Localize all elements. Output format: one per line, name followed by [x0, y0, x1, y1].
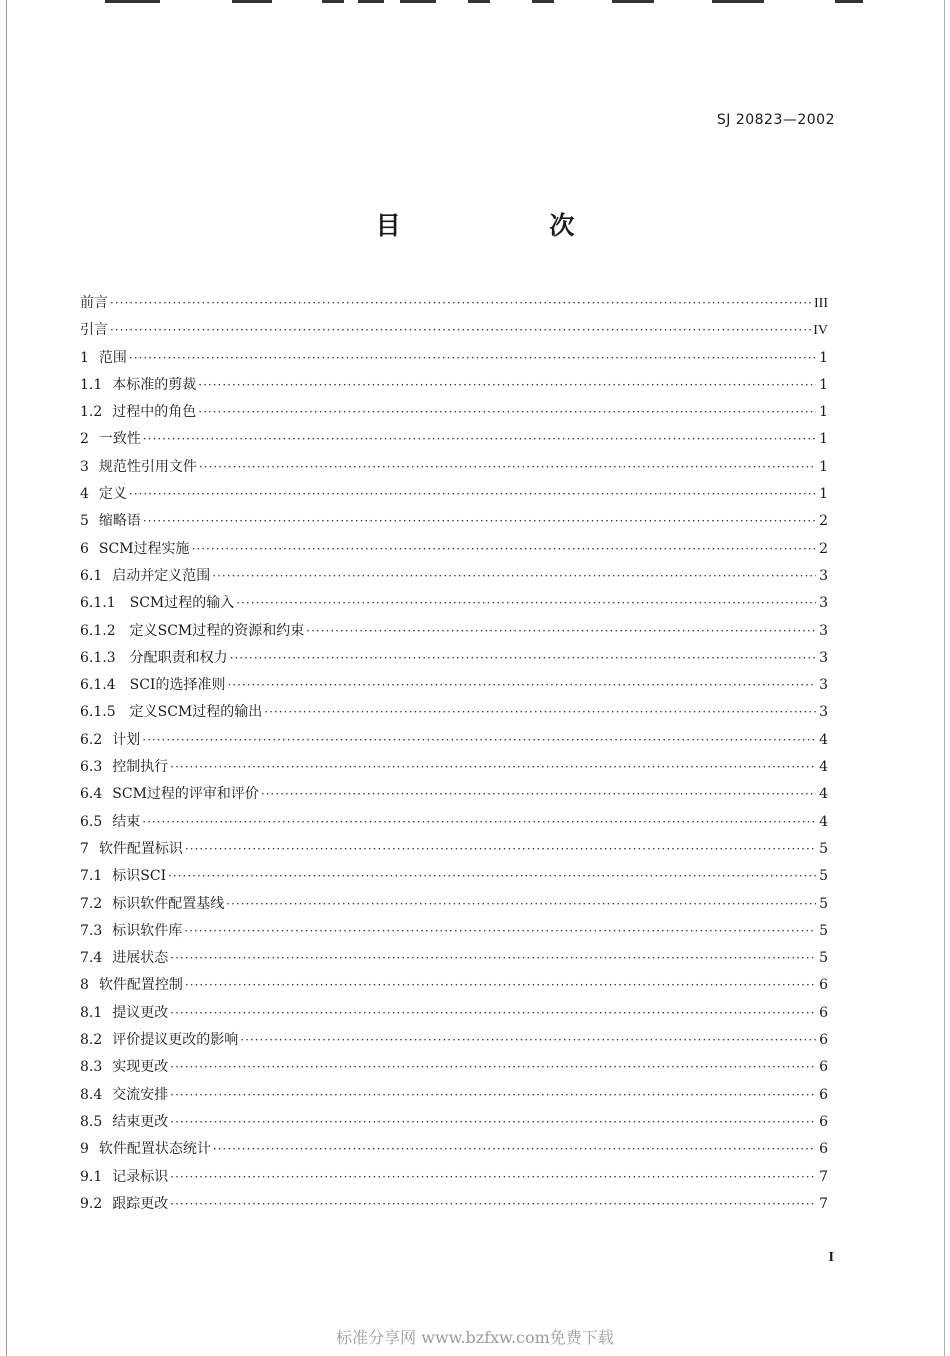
toc-number: 8.1	[80, 1004, 103, 1021]
toc-entry[interactable]	[80, 426, 830, 453]
toc-page-number: 2	[819, 513, 828, 530]
toc-entry[interactable]	[80, 508, 830, 535]
toc-label: 一致性	[98, 431, 141, 448]
page-number: I	[828, 1250, 834, 1265]
toc-leader-dots	[170, 1082, 816, 1109]
toc-number: 7.1	[80, 868, 103, 885]
toc-leader-dots	[170, 754, 816, 781]
toc-number: 引言	[80, 322, 108, 339]
toc-entry[interactable]	[80, 727, 830, 754]
toc-label: 启动并定义范围	[112, 567, 211, 584]
toc-leader-dots	[170, 1109, 816, 1136]
toc-leader-dots	[213, 1136, 816, 1163]
toc-leader-dots	[142, 809, 816, 836]
toc-leader-dots	[168, 863, 816, 890]
table-of-contents	[80, 290, 830, 1218]
toc-number: 6.1.1	[80, 595, 116, 612]
toc-number: 9.2	[80, 1195, 103, 1212]
scan-edge-right	[944, 0, 945, 1356]
toc-label: 本标准的剪裁	[112, 376, 197, 393]
toc-leader-dots	[143, 508, 816, 535]
toc-leader-dots	[240, 1027, 816, 1054]
toc-entry[interactable]	[80, 1054, 830, 1081]
toc-label: 提议更改	[112, 1004, 169, 1021]
toc-page-number: 3	[819, 677, 828, 694]
toc-leader-dots	[199, 454, 816, 481]
toc-page-number: 4	[819, 731, 828, 748]
toc-page-number: 1	[819, 404, 828, 421]
toc-number: 8.2	[80, 1032, 103, 1049]
toc-label: 缩略语	[98, 513, 141, 530]
toc-page-number: 6	[819, 1032, 828, 1049]
toc-entry[interactable]	[80, 454, 830, 481]
toc-entry[interactable]	[80, 1082, 830, 1109]
toc-leader-dots	[264, 699, 816, 726]
toc-entry[interactable]	[80, 1027, 830, 1054]
toc-label: 软件配置控制	[98, 977, 183, 994]
toc-leader-dots	[170, 1164, 816, 1191]
toc-entry[interactable]	[80, 399, 830, 426]
toc-label: 标识软件库	[112, 922, 183, 939]
toc-page-number: 1	[819, 458, 828, 475]
toc-entry[interactable]	[80, 891, 830, 918]
toc-entry[interactable]	[80, 918, 830, 945]
toc-leader-dots	[184, 918, 816, 945]
toc-page-number: 3	[819, 567, 828, 584]
toc-entry[interactable]	[80, 317, 830, 344]
toc-page-number: 6	[819, 1059, 828, 1076]
toc-page-number: 7	[819, 1168, 828, 1185]
toc-entry[interactable]	[80, 699, 830, 726]
document-code: SJ 20823—2002	[716, 112, 835, 128]
toc-entry[interactable]	[80, 836, 830, 863]
toc-entry[interactable]	[80, 1191, 830, 1218]
toc-entry[interactable]	[80, 290, 830, 317]
toc-entry[interactable]	[80, 1136, 830, 1163]
toc-page-number: 5	[819, 868, 828, 885]
toc-leader-dots	[306, 618, 816, 645]
toc-label: 实现更改	[112, 1059, 169, 1076]
toc-label: 计划	[112, 731, 141, 748]
toc-page-number: 3	[819, 704, 828, 721]
toc-entry[interactable]	[80, 481, 830, 508]
toc-page-number: 1	[819, 349, 828, 366]
toc-leader-dots	[236, 590, 816, 617]
toc-number: 6.1.3	[80, 649, 116, 666]
toc-number: 前言	[80, 295, 108, 311]
toc-label: 标识SCI	[112, 868, 167, 885]
toc-number: 6.1.2	[80, 622, 116, 639]
toc-page-number: 5	[819, 895, 828, 912]
toc-number: 9.1	[80, 1168, 103, 1185]
toc-entry[interactable]	[80, 809, 830, 836]
toc-leader-dots	[110, 317, 811, 344]
toc-leader-dots	[110, 290, 812, 317]
toc-page-number: 3	[819, 622, 828, 639]
page-title: 目 次	[375, 211, 645, 240]
toc-label: 交流安排	[112, 1086, 169, 1103]
toc-page-number: 6	[819, 977, 828, 994]
toc-leader-dots	[143, 426, 816, 453]
toc-number: 2	[80, 431, 89, 448]
toc-leader-dots	[170, 1000, 816, 1027]
toc-number: 6.5	[80, 813, 103, 830]
toc-label: 软件配置状态统计	[98, 1141, 211, 1158]
toc-entry[interactable]	[80, 863, 830, 890]
toc-entry[interactable]	[80, 1164, 830, 1191]
toc-page-number: 6	[819, 1086, 828, 1103]
toc-page-number: 2	[819, 540, 828, 557]
toc-page-number: 5	[819, 950, 828, 967]
toc-entry[interactable]	[80, 372, 830, 399]
toc-leader-dots	[212, 563, 816, 590]
toc-number: 6.1.4	[80, 677, 116, 694]
toc-leader-dots	[142, 727, 816, 754]
toc-number: 8.4	[80, 1086, 103, 1103]
toc-number: 8	[80, 977, 89, 994]
toc-entry[interactable]	[80, 590, 830, 617]
toc-page-number: 1	[819, 431, 828, 448]
toc-page-number: 3	[819, 595, 828, 612]
toc-number: 8.5	[80, 1113, 103, 1130]
toc-leader-dots	[185, 836, 816, 863]
toc-label: 定义	[98, 486, 127, 503]
watermark: 标准分享网 www.bzfxw.com免费下载	[336, 1328, 614, 1347]
toc-number: 6.1.5	[80, 704, 116, 721]
toc-entry[interactable]	[80, 345, 830, 372]
toc-label: SCM过程的输入	[129, 595, 235, 612]
toc-label: 跟踪更改	[112, 1195, 169, 1212]
toc-leader-dots	[170, 945, 816, 972]
toc-label: 进展状态	[112, 950, 169, 967]
toc-entry[interactable]	[80, 972, 830, 999]
toc-label: 结束更改	[112, 1113, 169, 1130]
toc-label: 分配职责和权力	[129, 649, 228, 666]
toc-number: 1.2	[80, 404, 103, 421]
toc-leader-dots	[227, 672, 816, 699]
toc-number: 1.1	[80, 376, 103, 393]
scan-edge-top	[0, 0, 950, 4]
toc-leader-dots	[185, 972, 816, 999]
toc-label: 过程中的角色	[112, 404, 197, 421]
toc-leader-dots	[129, 345, 816, 372]
toc-entry[interactable]	[80, 672, 830, 699]
toc-leader-dots	[226, 891, 816, 918]
toc-entry[interactable]	[80, 945, 830, 972]
toc-entry[interactable]	[80, 645, 830, 672]
toc-page-number: III	[814, 296, 828, 311]
toc-number: 1	[80, 349, 89, 366]
toc-leader-dots	[198, 399, 816, 426]
toc-page-number: 6	[819, 1004, 828, 1021]
toc-leader-dots	[230, 645, 816, 672]
toc-entry[interactable]	[80, 1000, 830, 1027]
toc-label: 评价提议更改的影响	[112, 1032, 239, 1049]
toc-entry[interactable]	[80, 754, 830, 781]
toc-number: 8.3	[80, 1059, 103, 1076]
toc-page-number: 7	[819, 1195, 828, 1212]
toc-leader-dots	[261, 781, 816, 808]
toc-entry[interactable]	[80, 618, 830, 645]
toc-label: SCI的选择准则	[129, 677, 226, 694]
toc-page-number: 4	[819, 786, 828, 803]
toc-page-number: 3	[819, 649, 828, 666]
toc-page-number: 4	[819, 813, 828, 830]
toc-page-number: 1	[819, 486, 828, 503]
toc-page-number: 5	[819, 922, 828, 939]
toc-page-number: 1	[819, 376, 828, 393]
toc-label: 结束	[112, 813, 141, 830]
toc-label: 标识软件配置基线	[112, 895, 225, 912]
toc-number: 6.4	[80, 786, 103, 803]
toc-entry[interactable]	[80, 563, 830, 590]
toc-leader-dots	[198, 372, 816, 399]
toc-entry[interactable]	[80, 1109, 830, 1136]
toc-number: 7.3	[80, 922, 103, 939]
toc-number: 7.2	[80, 895, 103, 912]
toc-label: 范围	[98, 349, 127, 366]
toc-label: 控制执行	[112, 759, 169, 776]
toc-page-number: 4	[819, 759, 828, 776]
toc-number: 6.1	[80, 567, 103, 584]
scan-edge-left	[6, 0, 7, 1356]
toc-number: 6.3	[80, 759, 103, 776]
toc-page-number: 5	[819, 840, 828, 857]
toc-leader-dots	[192, 536, 816, 563]
toc-number: 3	[80, 458, 89, 475]
toc-entry[interactable]	[80, 781, 830, 808]
toc-entry[interactable]	[80, 536, 830, 563]
toc-number: 6.2	[80, 731, 103, 748]
toc-page-number: IV	[813, 323, 828, 339]
toc-number: 7	[80, 840, 89, 857]
toc-label: SCM过程实施	[98, 540, 190, 557]
toc-leader-dots	[129, 481, 816, 508]
toc-leader-dots	[170, 1054, 816, 1081]
toc-label: 规范性引用文件	[98, 458, 197, 475]
toc-number: 5	[80, 513, 89, 530]
toc-label: SCM过程的评审和评价	[112, 786, 259, 803]
toc-label: 定义SCM过程的资源和约束	[129, 622, 305, 639]
toc-label: 软件配置标识	[98, 840, 183, 857]
toc-number: 4	[80, 486, 89, 503]
toc-number: 6	[80, 540, 89, 557]
toc-label: 定义SCM过程的输出	[129, 704, 263, 721]
toc-number: 7.4	[80, 950, 103, 967]
toc-label: 记录标识	[112, 1168, 169, 1185]
toc-number: 9	[80, 1141, 89, 1158]
toc-page-number: 6	[819, 1141, 828, 1158]
toc-page-number: 6	[819, 1113, 828, 1130]
toc-leader-dots	[170, 1191, 816, 1218]
